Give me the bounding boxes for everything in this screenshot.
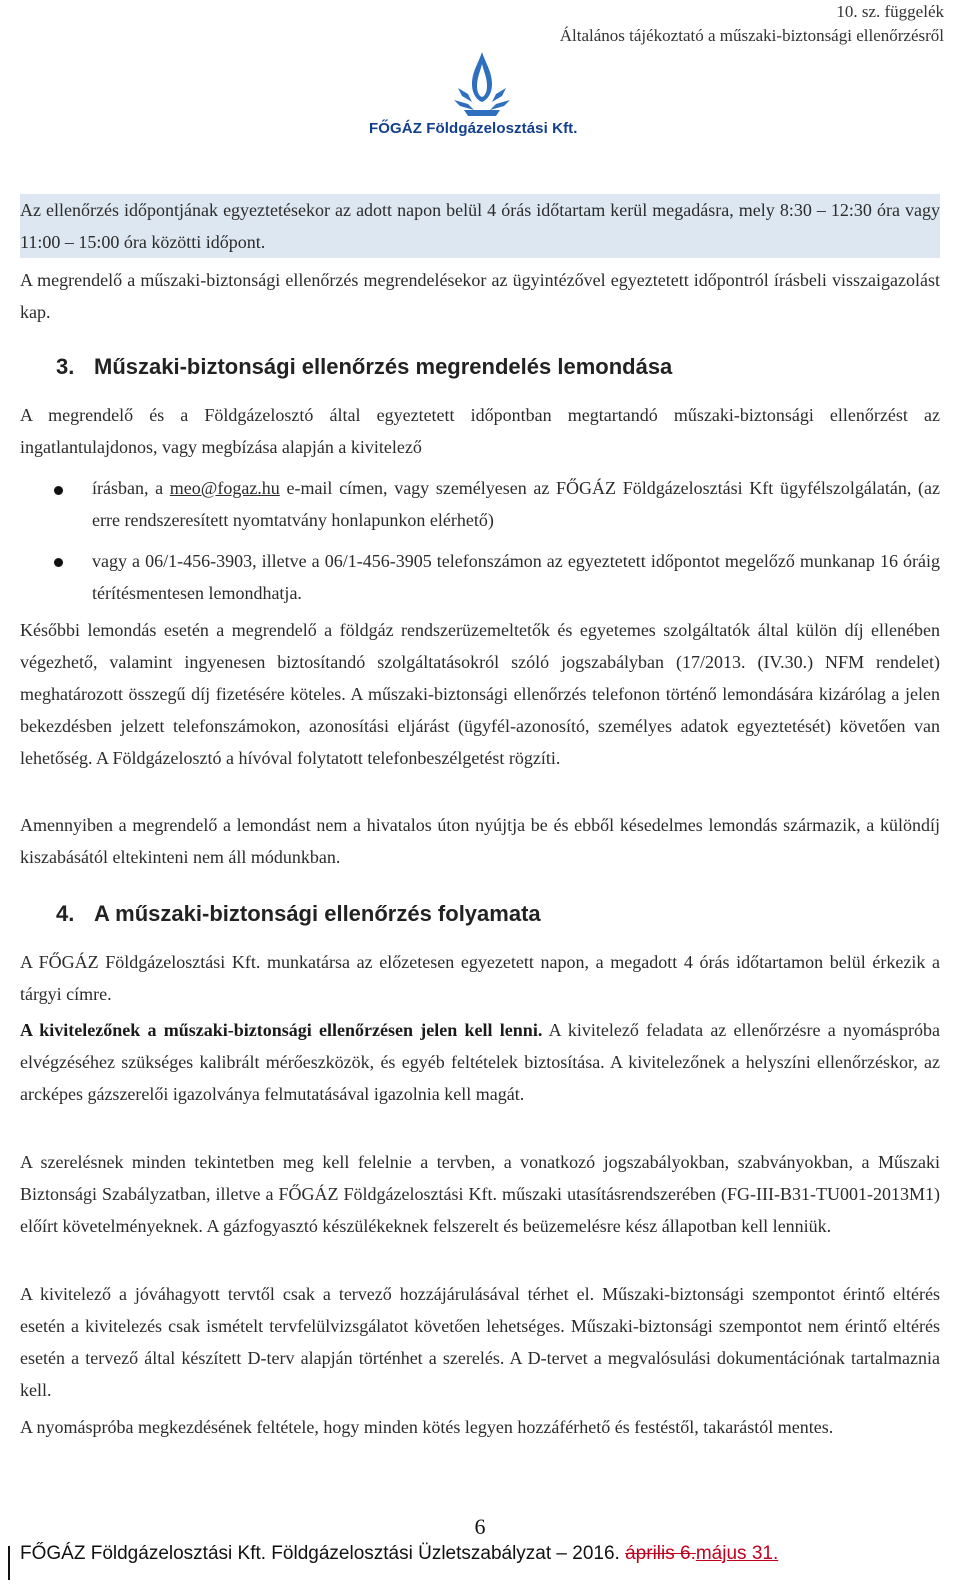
section-4-title: A műszaki-biztonsági ellenőrzés folyamata [94, 901, 541, 926]
section-4-heading [56, 899, 541, 929]
email-link[interactable]: meo@fogaz.hu [169, 478, 280, 498]
intro-paragraph-1: Az ellenőrzés időpontjának egyeztetésekor az adott napon belül 4 órás időtartam kerül megadásra, mely 8:30 – 12:30 óra vagy 11:00 – 15:00 óra közötti időpont. [20, 194, 940, 258]
footer-text: FŐGÁZ Földgázelosztási Kft. Földgázelosztási Üzletszabályzat – 2016. [20, 1543, 626, 1564]
logo-text: FŐGÁZ Földgázelosztási Kft. [369, 120, 578, 137]
section-3-title: Műszaki-biztonsági ellenőrzés megrendelés lemondása [94, 354, 673, 379]
bullet-item-1 [92, 472, 940, 536]
section-4-paragraph-2-rest: A kivitelező feladata az ellenőrzésre a nyomáspróba elvégzéséhez szükséges kalibrált mérőeszközök, és egyéb feltételek biztosítása. A kivitelezőnek a helyszíni ellenőrzéskor, az arcképes gázszerelői igazolványa felmutatásával igazolnia kell magát. [20, 1020, 940, 1104]
section-4-bold-sentence: A kivitelezőnek a műszaki-biztonsági ellenőrzésen jelen kell lenni. [20, 1020, 543, 1040]
bullet-icon [54, 486, 63, 495]
section-4-number: 4. [56, 901, 75, 926]
footer-deleted-date: április 6. [625, 1543, 696, 1564]
section-4-paragraph-3: A szerelésnek minden tekintetben meg kell felelnie a tervben, a vonatkozó jogszabályokban, szabványokban, a Műszaki Biztonsági Szabályzatban, illetve a FŐGÁZ Földgázelosztási Kft. műszaki utasításrendszerében (FG-III-B31-TU001-2013M1) előírt követelményeknek. A gázfogyasztó készülékeknek felszerelt és beüzemelésre kész állapotban kell lenniük. [20, 1152, 940, 1236]
section-3-number: 3. [56, 354, 75, 379]
footer-divider [8, 1546, 10, 1580]
footer-inserted-date: május 31. [695, 1543, 779, 1564]
section-3-heading [56, 352, 672, 382]
section-4-paragraph-5: A nyomáspróba megkezdésének feltétele, hogy minden kötés legyen hozzáférhető és festéstől, takarástól mentes. [20, 1417, 834, 1437]
section-3-paragraph-1: A megrendelő és a Földgázelosztó által egyeztetett időpontban megtartandó műszaki-biztonsági ellenőrzést az ingatlantulajdonos, vagy megbízása alapján a kivitelező [20, 405, 940, 457]
page-number: 6 [474, 1514, 486, 1539]
section-4-paragraph-1: A FŐGÁZ Földgázelosztási Kft. munkatársa az előzetesen egyezetett napon, a megadott 4 órás időtartamon belül érkezik a tárgyi címre. [20, 952, 940, 1004]
bullet-icon [54, 558, 63, 567]
section-3-paragraph-2: Későbbi lemondás esetén a megrendelő a földgáz rendszerüzemeltetők és egyetemes szolgáltatók által külön díj ellenében végezhető, valamint ingyenesen biztosítandó szolgáltatásokról szóló jogszabályban (17/2013. (IV.30.) NFM rendelet) meghatározott összegű díj fizetésére köteles. A műszaki-biztonsági ellenőrzés telefonon történő lemondására kizárólag a jelen bekezdésben jelzett telefonszámokon, azonosítási eljárást (ügyfél-azonosító, személyes adatok egyeztetését) követően van lehetőség. A Földgázelosztó a hívóval folytatott telefonbeszélgetést rögzíti. [20, 620, 940, 768]
document-subtitle: Általános tájékoztató a műszaki-biztonsági ellenőrzésről [559, 26, 944, 45]
intro-paragraph-2: A megrendelő a műszaki-biztonsági ellenőrzés megrendelésekor az ügyintézővel egyeztetett időpontról írásbeli visszaigazolást kap. [20, 270, 940, 322]
page-header [560, 0, 944, 48]
bullet-item-2: vagy a 06/1-456-3903, illetve a 06/1-456-3905 telefonszámon az egyeztetett időpontot megelőző munkanap 16 óráig térítésmentesen lemondhatja. [92, 551, 940, 603]
flame-logo-icon [452, 50, 512, 120]
bullet-1-prefix: írásban, a [92, 478, 170, 498]
bullet-1-suffix: e-mail címen, vagy személyesen az FŐGÁZ Földgázelosztási Kft ügyfélszolgálatán, (az erre rendszeresített nyomtatvány honlapunkon elérhető) [92, 478, 941, 530]
company-logo [360, 50, 620, 142]
page-footer [20, 1543, 778, 1565]
section-4-paragraph-4: A kivitelező a jóváhagyott tervtől csak a tervező hozzájárulásával térhet el. Műszaki-biztonsági szempontot érintő eltérés esetén a kivitelezés csak ismételt tervfelülvizsgálatot követően lehetséges. Műszaki-biztonsági szempontot nem érintő eltérés esetén a tervező által készített D-terv alapján történhet a szerelés. A D-tervet a megvalósulási dokumentációnak tartalmaznia kell. [20, 1284, 940, 1400]
section-3-paragraph-3: Amennyiben a megrendelő a lemondást nem a hivatalos úton nyújtja be és ebből késedelmes lemondás származik, a különdíj kiszabásától eltekinteni nem áll módunkban. [20, 815, 940, 867]
appendix-label: 10. sz. függelék [836, 2, 944, 21]
section-4-paragraph-2 [20, 1014, 940, 1110]
